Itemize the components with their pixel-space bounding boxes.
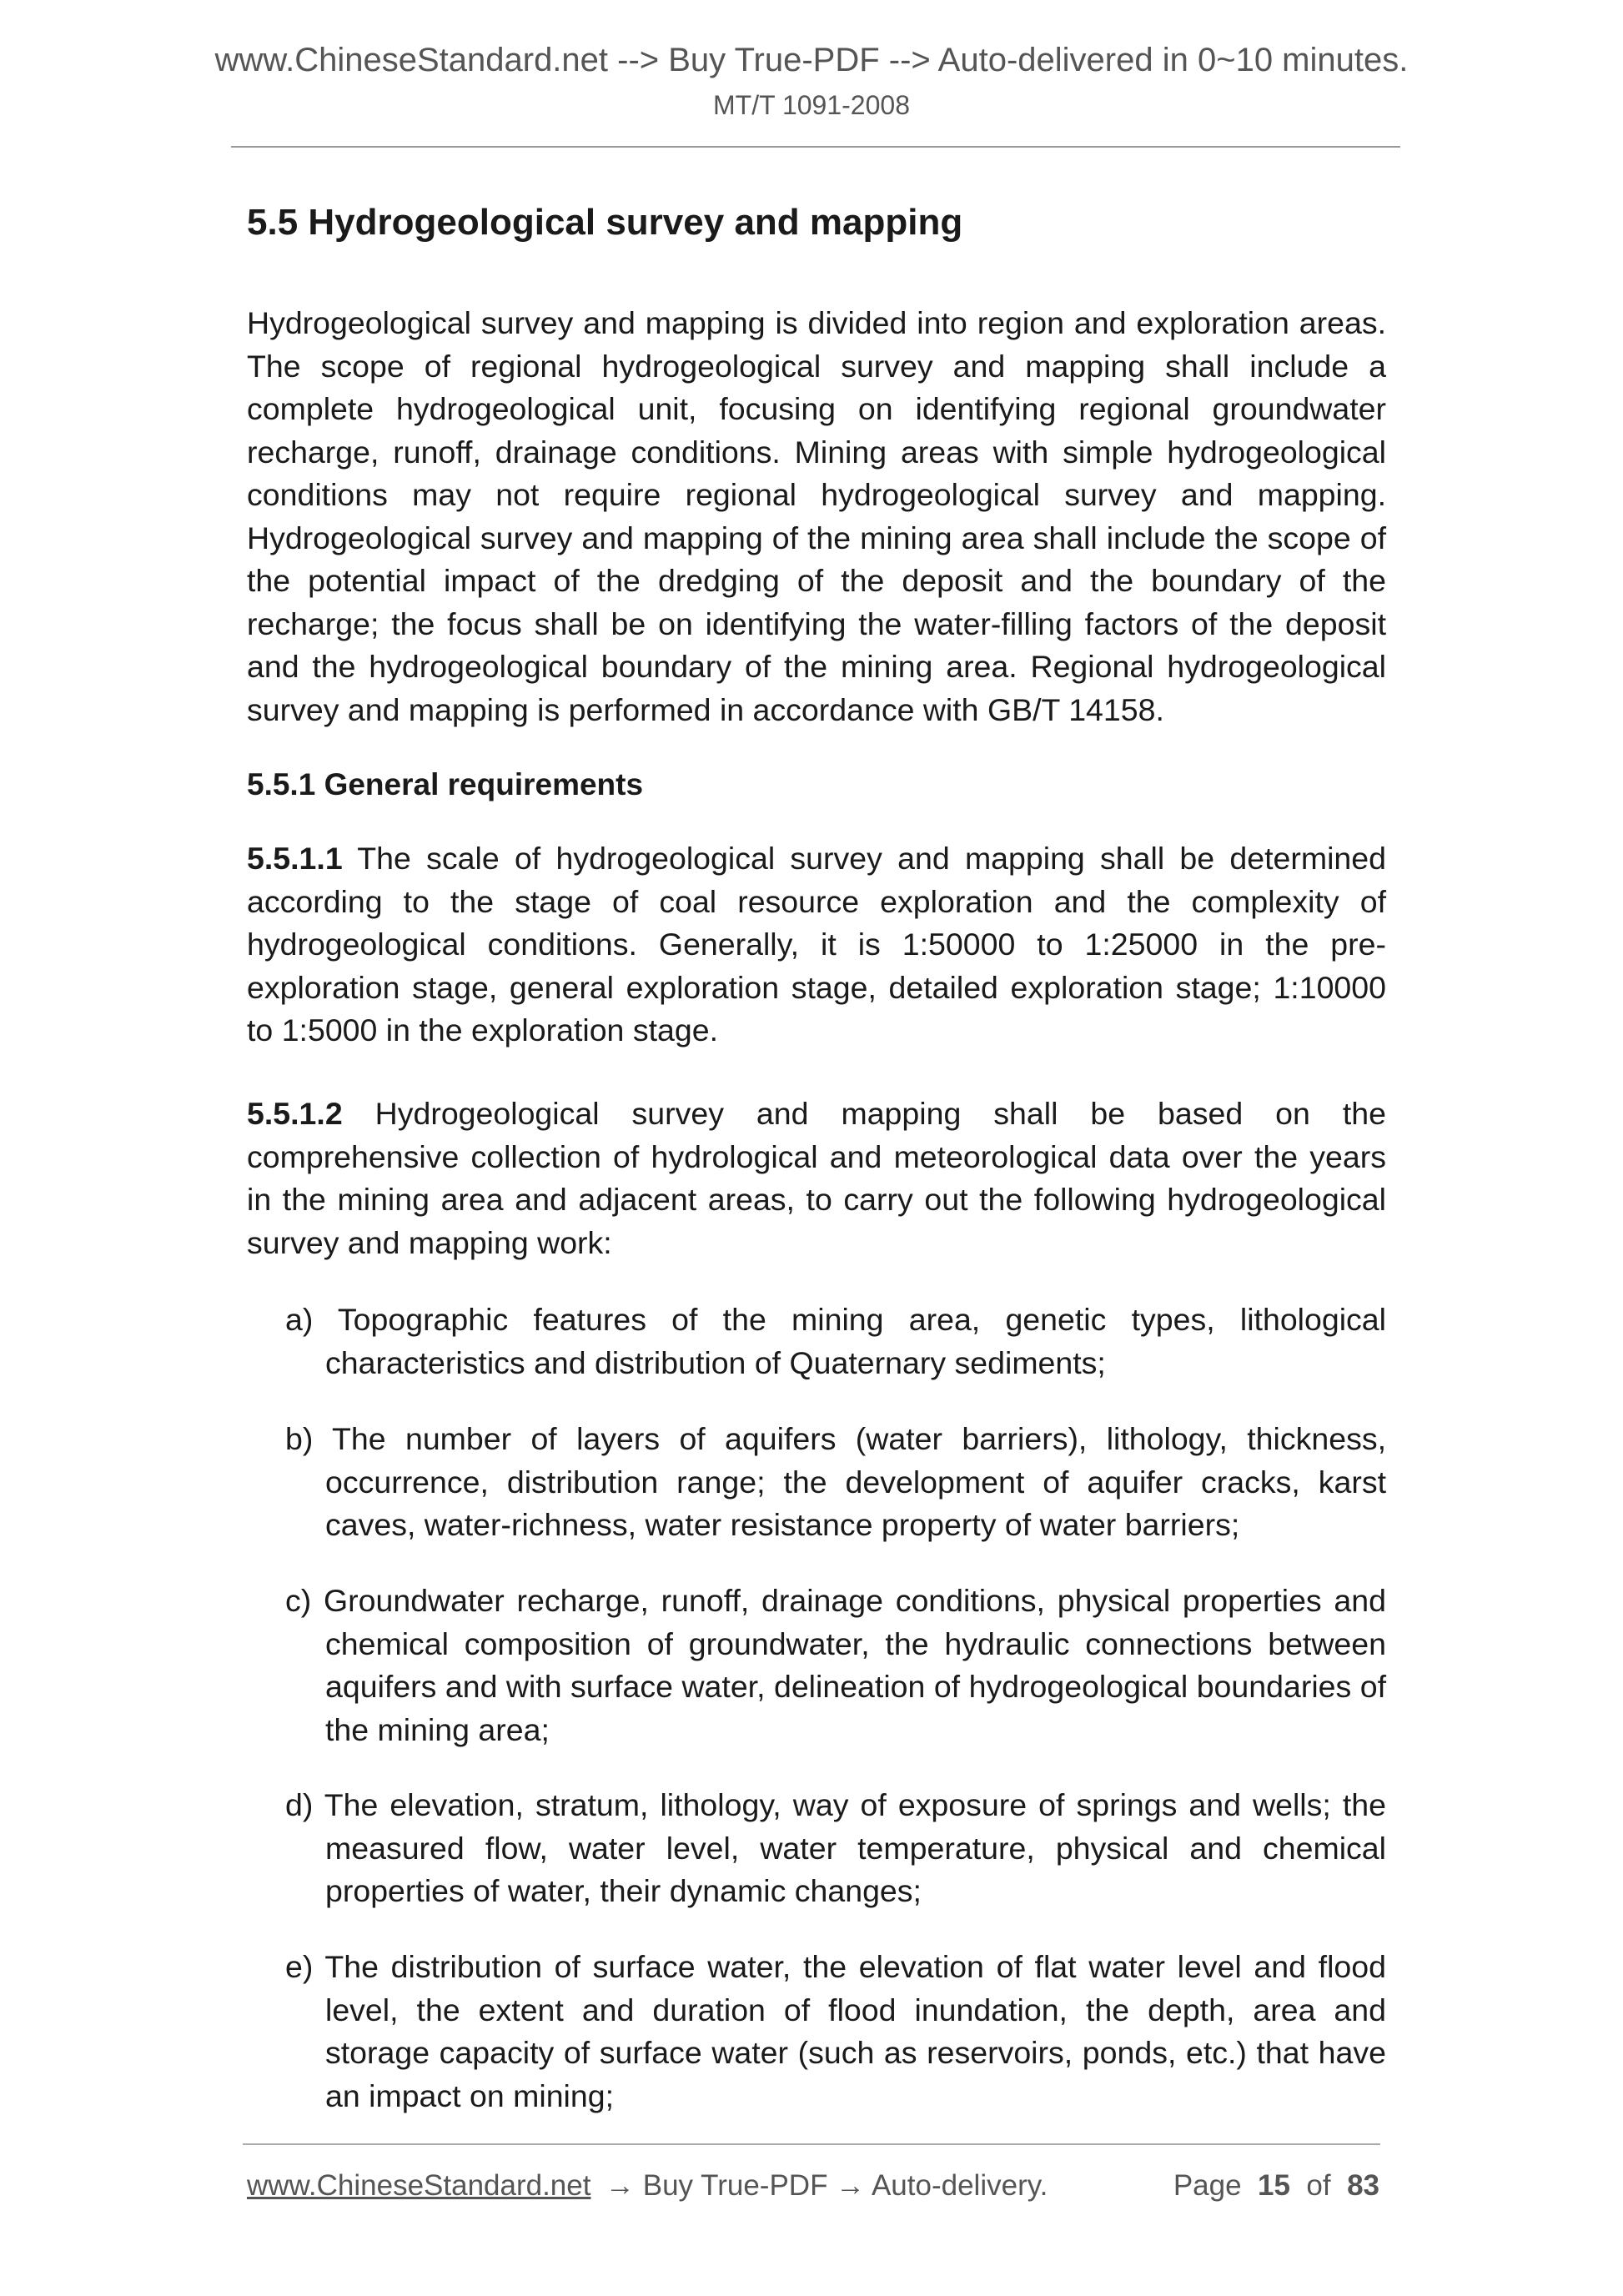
clause-number: 5.5.1.2 <box>247 1096 343 1131</box>
list-item: d) The elevation, stratum, lithology, way of exposure of springs and wells; the measured flow, water level, water temperature, physical and chemical properties of water, their dynamic changes; <box>285 1787 1386 1908</box>
header-doc-number: MT/T 1091-2008 <box>713 90 910 120</box>
clause-text: The scale of hydrogeological survey and mapping shall be determined according to the stage of coal resource exploration and the complexity of hydrogeological conditions. Generally, it is 1:50000 to 1:25000 in the pre-exploration stage, general exploration stage, detailed exploration stage; 1:10000 to 1:5000 in the exploration stage. <box>247 841 1386 1048</box>
clause-text: Hydrogeological survey and mapping shall be based on the comprehensive collection of hydrological and meteorological data over the years in the mining area and adjacent areas, to carry out the following hydrogeological survey and mapping work: <box>247 1096 1386 1260</box>
list-item: b) The number of layers of aquifers (water barriers), lithology, thickness, occurrence, distribution range; the development of aquifer cracks, karst caves, water-richness, water resistance property of water barriers; <box>285 1421 1386 1542</box>
list-item: a) Topographic features of the mining area, genetic types, lithological characteristics and distribution of Quaternary sediments; <box>285 1302 1386 1380</box>
header-divider <box>231 146 1400 148</box>
page-footer <box>247 2167 1379 2205</box>
subsection-title: 5.5.1 General requirements <box>247 767 644 801</box>
header-banner: www.ChineseStandard.net --> Buy True-PDF --> Auto-delivered in 0~10 minutes. <box>214 42 1409 78</box>
clause-number: 5.5.1.1 <box>247 841 343 876</box>
list-item: e) The distribution of surface water, the elevation of flat water level and flood level, the extent and duration of flood inundation, the depth, area and storage capacity of surface water (such as reservoirs, ponds, etc.) that have an impact on mining; <box>285 1949 1386 2113</box>
section-title: 5.5 Hydrogeological survey and mapping <box>247 202 963 243</box>
page-label: Page <box>1173 2169 1242 2202</box>
page-of-label: of <box>1306 2169 1331 2202</box>
footer-tagline: → Buy True-PDF → Auto-delivery. <box>605 2169 1048 2202</box>
section-intro-paragraph: Hydrogeological survey and mapping is divided into region and exploration areas. The scope of regional hydrogeological survey and mapping shall include a complete hydrogeological unit, focusing on identifying regional groundwater recharge, runoff, drainage conditions. Mining areas with simple hydrogeological conditions may not require regional hydrogeological survey and mapping. Hydrogeological survey and mapping of the mining area shall include the scope of the potential impact of the dredging of the deposit and the boundary of the recharge; the focus shall be on identifying the water-filling factors of the deposit and the hydrogeological boundary of the mining area. Regional hydrogeological survey and mapping is performed in accordance with GB/T 14158. <box>247 305 1386 727</box>
clause-paragraph <box>247 1093 1386 1264</box>
list-item: c) Groundwater recharge, runoff, drainage conditions, physical properties and chemical composition of groundwater, the hydraulic connections between aquifers and with surface water, delineation of hydrogeological boundaries of the mining area; <box>285 1583 1386 1747</box>
page-current: 15 <box>1258 2169 1290 2202</box>
footer-divider <box>243 2143 1380 2145</box>
footer-link[interactable]: www.ChineseStandard.net <box>247 2169 591 2202</box>
clause-paragraph <box>247 837 1386 1053</box>
page-indicator <box>1173 2167 1379 2205</box>
page-total: 83 <box>1347 2169 1379 2202</box>
